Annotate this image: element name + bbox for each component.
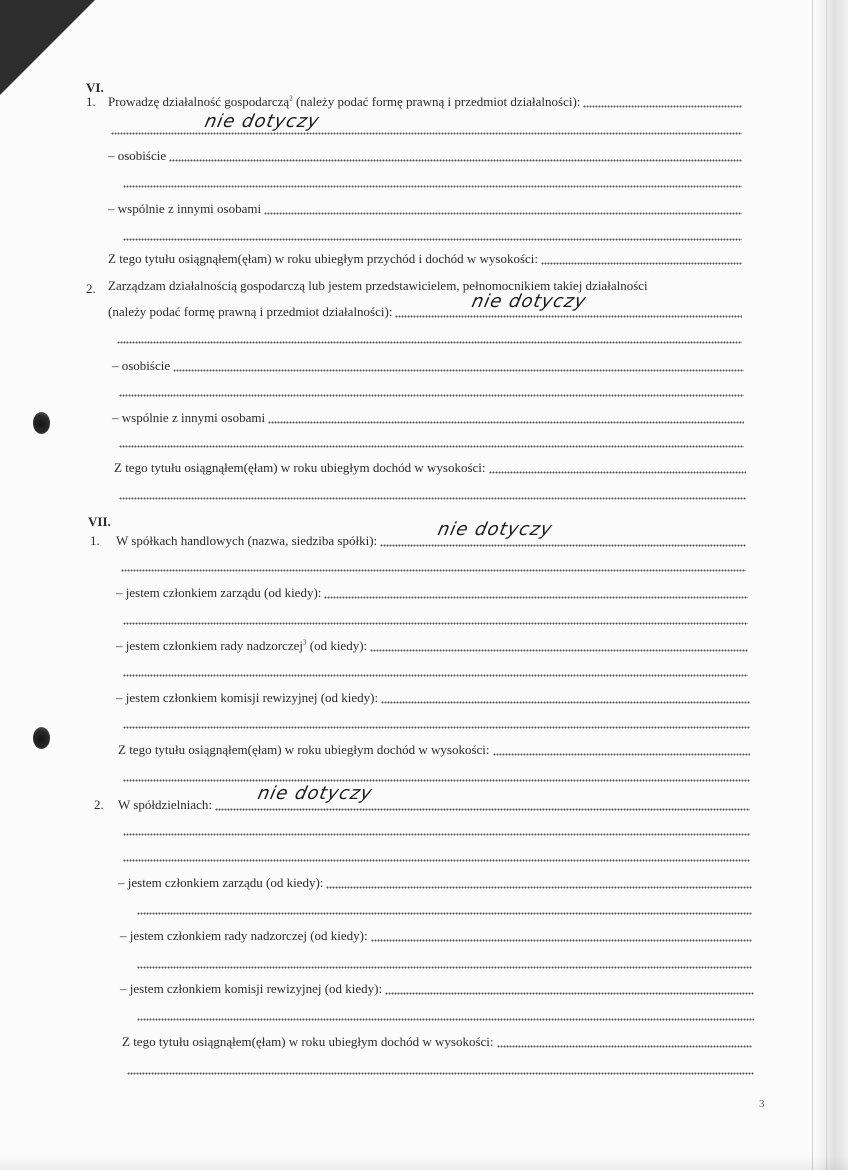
dotted-line bbox=[137, 912, 752, 915]
dotted-line bbox=[169, 159, 742, 162]
field-supervisory-board bbox=[116, 636, 748, 656]
dotted-line bbox=[326, 886, 752, 889]
field-label: W spółkach handlowych (nazwa, siedziba spółki): bbox=[116, 533, 378, 548]
field-label: – wspólnie z innymi osobami bbox=[108, 201, 262, 216]
field-management-label bbox=[108, 276, 742, 296]
field-income bbox=[122, 1032, 752, 1052]
field-label: Z tego tytułu osiągnąłem(ęłam) w roku ubiegłym dochód w wysokości: bbox=[118, 742, 490, 757]
dotted-line bbox=[370, 649, 748, 652]
answer-line bbox=[120, 225, 742, 245]
dotted-line bbox=[123, 859, 750, 862]
answer-line bbox=[120, 661, 748, 681]
field-label: Prowadzę działalność gospodarczą$^2$ (należy podać formę prawną i przedmiot działalności): bbox=[108, 94, 581, 109]
page-edge-shadow bbox=[814, 0, 848, 1170]
dotted-line bbox=[119, 497, 746, 500]
dotted-line bbox=[541, 262, 742, 265]
answer-line bbox=[116, 381, 744, 401]
answer-line bbox=[118, 556, 746, 576]
field-personally bbox=[108, 146, 742, 166]
handwritten-answer: nie dotyczy bbox=[435, 519, 555, 540]
field-management bbox=[108, 302, 742, 322]
dotted-line bbox=[127, 1072, 754, 1075]
item-number: 1. bbox=[86, 94, 96, 109]
dotted-line bbox=[497, 1045, 752, 1048]
answer-line bbox=[134, 1005, 754, 1025]
dotted-line bbox=[119, 394, 744, 397]
field-jointly bbox=[112, 408, 744, 428]
handwritten-answer: nie dotyczy bbox=[202, 111, 322, 132]
dotted-line bbox=[117, 341, 742, 344]
field-audit-committee bbox=[116, 688, 750, 708]
field-label: Zarządzam działalnością gospodarczą lub jestem przedstawicielem, pełnomocnikiem takiej działalności bbox=[108, 278, 648, 293]
dotted-line bbox=[385, 992, 754, 995]
item-number: 2. bbox=[94, 797, 104, 812]
field-label: Z tego tytułu osiągnąłem(ęłam) w roku ubiegłym przychód i dochód w wysokości: bbox=[108, 251, 538, 266]
field-cooperatives bbox=[118, 795, 750, 815]
answer-line bbox=[120, 846, 750, 866]
dotted-line bbox=[137, 966, 752, 969]
dotted-line bbox=[215, 808, 750, 811]
field-income bbox=[114, 458, 746, 478]
dotted-line bbox=[111, 132, 742, 135]
dotted-line bbox=[493, 753, 750, 756]
field-jointly bbox=[108, 199, 742, 219]
item-number: 2. bbox=[86, 281, 96, 296]
field-label: Z tego tytułu osiągnąłem(ęłam) w roku ubiegłym dochód w wysokości: bbox=[122, 1034, 494, 1049]
field-commercial-companies bbox=[116, 531, 746, 551]
field-label: – jestem członkiem zarządu (od kiedy): bbox=[116, 585, 322, 600]
answer-line bbox=[134, 899, 752, 919]
punch-hole bbox=[33, 727, 50, 749]
dotted-line bbox=[123, 622, 748, 625]
dotted-line bbox=[123, 238, 742, 241]
dotted-line bbox=[123, 674, 748, 677]
field-label: Z tego tytułu osiągnąłem(ęłam) w roku ubiegłym dochód w wysokości: bbox=[114, 460, 486, 475]
dotted-line bbox=[121, 569, 746, 572]
field-label: – osobiście bbox=[112, 358, 171, 373]
field-label: W spółdzielniach: bbox=[118, 797, 212, 812]
answer-line bbox=[120, 713, 750, 733]
field-supervisory-board bbox=[120, 926, 752, 946]
footnote-ref: 3 bbox=[302, 638, 307, 647]
field-income bbox=[108, 249, 742, 269]
scan-corner bbox=[0, 0, 95, 95]
handwritten-answer: nie dotyczy bbox=[255, 783, 375, 804]
item-number: 1. bbox=[90, 533, 100, 548]
handwritten-answer: nie dotyczy bbox=[469, 291, 589, 312]
field-label: – jestem członkiem komisji rewizyjnej (od kiedy): bbox=[120, 981, 383, 996]
dotted-line bbox=[371, 939, 752, 942]
answer-line bbox=[134, 953, 752, 973]
field-business-activity bbox=[108, 92, 742, 112]
answer-line bbox=[124, 1059, 754, 1079]
dotted-line bbox=[268, 421, 744, 424]
footnote-ref: 2 bbox=[289, 94, 293, 103]
dotted-line bbox=[123, 833, 750, 836]
field-label: – jestem członkiem rady nadzorczej$^3$ (od kiedy): bbox=[116, 638, 368, 653]
page-edge-line bbox=[826, 0, 827, 1170]
field-label: – wspólnie z innymi osobami bbox=[112, 410, 266, 425]
answer-line bbox=[116, 432, 744, 452]
dotted-line bbox=[380, 544, 746, 547]
dotted-line bbox=[264, 212, 742, 215]
field-board-member bbox=[116, 583, 748, 603]
dotted-line bbox=[489, 471, 746, 474]
dotted-line bbox=[324, 596, 748, 599]
answer-line bbox=[120, 172, 742, 192]
dotted-line bbox=[119, 445, 744, 448]
field-personally bbox=[112, 356, 744, 376]
dotted-line bbox=[381, 701, 750, 704]
dotted-line bbox=[583, 105, 742, 108]
field-board-member bbox=[118, 873, 752, 893]
section-vi-heading: VI. bbox=[86, 80, 104, 95]
field-label: – jestem członkiem rady nadzorczej (od kiedy): bbox=[120, 928, 368, 943]
field-label: – osobiście bbox=[108, 148, 167, 163]
section-vii-heading: VII. bbox=[88, 514, 111, 529]
dotted-line bbox=[123, 779, 750, 782]
answer-line bbox=[120, 609, 748, 629]
dotted-line bbox=[123, 185, 742, 188]
field-label: (należy podać formę prawną i przedmiot działalności): bbox=[108, 304, 393, 319]
field-label: – jestem członkiem komisji rewizyjnej (od kiedy): bbox=[116, 690, 379, 705]
dotted-line bbox=[123, 726, 750, 729]
page-edge-line bbox=[812, 0, 813, 1170]
answer-line bbox=[116, 484, 746, 504]
dotted-line bbox=[395, 315, 742, 318]
dotted-line bbox=[137, 1018, 754, 1021]
page-bottom-shadow bbox=[0, 1156, 848, 1170]
answer-line bbox=[120, 766, 750, 786]
punch-hole bbox=[33, 412, 50, 434]
field-label: – jestem członkiem zarządu (od kiedy): bbox=[118, 875, 324, 890]
page-number: 3 bbox=[759, 1098, 765, 1110]
field-income bbox=[118, 740, 750, 760]
dotted-line bbox=[173, 369, 744, 372]
answer-line bbox=[114, 328, 742, 348]
answer-line bbox=[120, 820, 750, 840]
field-audit-committee bbox=[120, 979, 754, 999]
